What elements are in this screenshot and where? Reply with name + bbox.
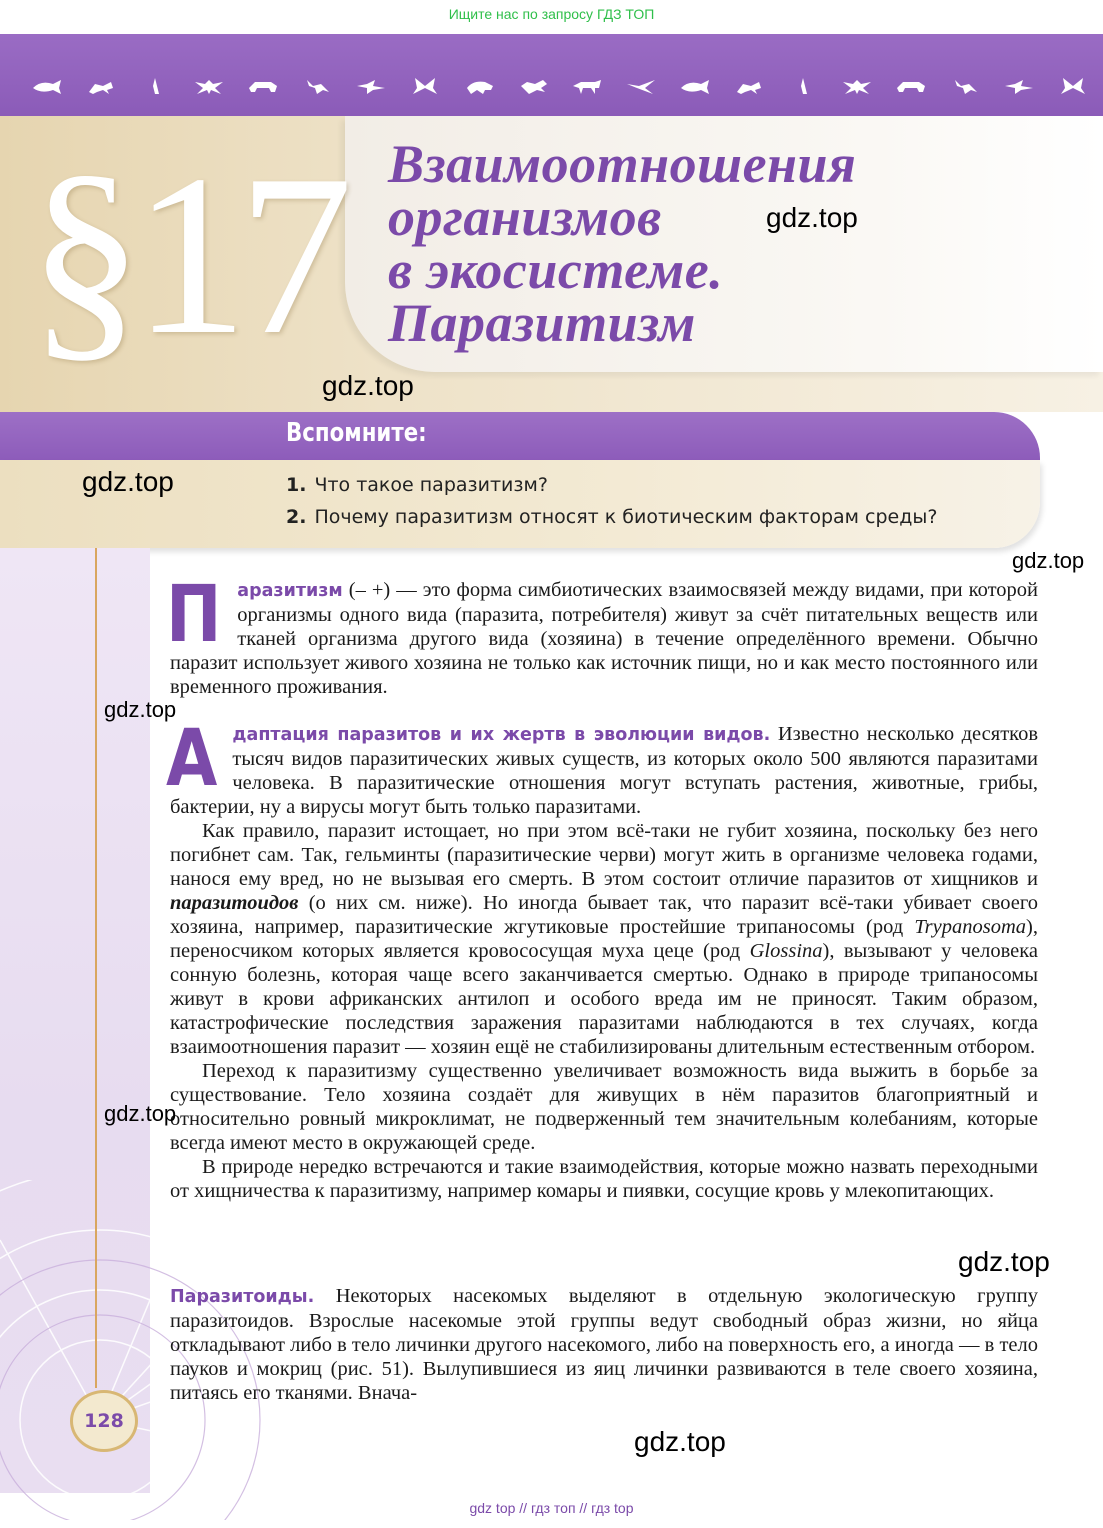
title-line-1: Взаимоотношения bbox=[388, 134, 857, 194]
paragraph-parasitoids bbox=[170, 1284, 1038, 1405]
bird-icon bbox=[354, 76, 388, 96]
text-fragment: ), переносчиком которых является кровососущая муха цеце (род bbox=[170, 916, 1038, 962]
text-fragment: (о них см. ниже). Но иногда бывает так, что паразит всё-таки убивает своего хозяина, например, паразитические жгутиковые простейшие трипаносомы (род bbox=[170, 892, 1038, 938]
paragraph-parasitism bbox=[166, 570, 1038, 699]
paragraph-adaptation bbox=[166, 714, 1038, 1203]
question-text: Почему паразитизм относят к биотическим факторам среды? bbox=[314, 506, 938, 528]
boar-icon bbox=[462, 76, 496, 96]
drop-cap: А bbox=[166, 714, 218, 804]
watermark: gdz.top bbox=[82, 466, 174, 497]
recall-header-bar bbox=[0, 412, 1040, 460]
chapter-title bbox=[388, 134, 1028, 353]
recall-question-1 bbox=[286, 474, 548, 496]
paragraph-text: Известно несколько десятков тысяч видов паразитических живых существ, из которых около 500 являются паразитами человека. В паразитические отношения могут вступать растения, животные, грибы, бактерии, ну а вирусы могут быть только паразитами. bbox=[170, 723, 1038, 818]
watermark: gdz.top bbox=[766, 202, 858, 233]
scorpion-icon bbox=[516, 76, 550, 96]
horse-icon bbox=[570, 76, 604, 96]
kangaroo-icon bbox=[300, 76, 334, 96]
term-parasitoids: паразитоидов bbox=[170, 892, 299, 914]
paragraph-text: (– +) — это форма симбиотических взаимосвязей между видами, при которой организмы одного вида (паразита, потребителя) живут за счёт питательных веществ или тканей организма другого вида (хозяина) в течение определённого времени. Обычно паразит использует живого хозяина не только как источник пищи, но и как место постоянного или временного проживания. bbox=[170, 579, 1038, 698]
insect-icon bbox=[840, 76, 874, 96]
animal-silhouette-band bbox=[0, 34, 1103, 116]
text-fragment: ), вызывают у человека сонную болезнь, которая чаще всего заканчивается смертью. Однако в природе трипаносомы живут в крови африканских антилоп и особого вреда им не приносят. Таким образом, катастрофические последствия заражения паразитами наблюдаются в тех случаях, когда взаимоотношения паразит — хозяин ещё не стабилизированы длительным естественным отбором. bbox=[170, 940, 1038, 1058]
title-line-2: организмов bbox=[388, 187, 662, 247]
watermark: gdz.top bbox=[1012, 548, 1085, 573]
question-text: Что такое паразитизм? bbox=[314, 474, 548, 496]
title-line-3: в экосистеме. bbox=[388, 240, 724, 300]
paragraph-text: Некоторых насекомых выделяют в отдельную экологическую группу паразитоидов. Взрослые насекомые этой группы ведут свободный образ жизни, но яйца откладывают либо в тело личинки другого насекомого, либо на поверхность его, а иногда — в тело пауков и мокриц (рис. 51). Вылупившиеся из яиц личинки развиваются в теле своего хозяина, питаясь его тканями. Внача- bbox=[170, 1285, 1038, 1404]
margin-line bbox=[95, 548, 97, 1388]
crane-icon bbox=[786, 76, 820, 96]
question-number: 2. bbox=[286, 506, 307, 528]
watermark: gdz.top bbox=[958, 1246, 1050, 1277]
crane-icon bbox=[138, 76, 172, 96]
butterfly-icon bbox=[408, 76, 442, 96]
genus-glossina: Glossina bbox=[749, 940, 823, 962]
bird-icon bbox=[1002, 76, 1036, 96]
question-number: 1. bbox=[286, 474, 307, 496]
frog-icon bbox=[84, 76, 118, 96]
paragraph-transition: Переход к паразитизму существенно увеличивает возможность вида выжить в борьбе за существование. Тело хозяина создаёт для живущих в нём паразитов благоприятный и относительно ровный микроклимат, не подверженный тем значительным колебаниям, которые всегда имеют место в окружающей среде. bbox=[170, 1060, 1038, 1154]
fish-icon bbox=[678, 76, 712, 96]
title-line-4: Паразитизм bbox=[388, 293, 696, 353]
watermark: gdz.top bbox=[104, 1101, 177, 1126]
genus-trypanosoma: Trypanosoma bbox=[914, 916, 1027, 938]
paragraph-transitional-interactions: В природе нередко встречаются и такие взаимодействия, которые можно назвать переходными от хищничества к паразитизму, например комары и пиявки, сосущие кровь у млекопитающих. bbox=[170, 1156, 1038, 1202]
top-search-note: Ищите нас по запросу ГДЗ ТОП bbox=[448, 6, 655, 22]
page-number: 128 bbox=[70, 1390, 138, 1452]
lead-heading: Паразитоиды. bbox=[170, 1287, 315, 1307]
lead-heading: даптация паразитов и их жертв в эволюции видов. bbox=[232, 725, 771, 745]
insect-icon bbox=[192, 76, 226, 96]
paragraph-rule bbox=[170, 819, 1038, 1059]
bottom-note: gdz top // гдз топ // гдз top bbox=[469, 1500, 634, 1516]
bison-icon bbox=[246, 76, 280, 96]
fish-icon bbox=[30, 76, 64, 96]
animal-icon-row bbox=[30, 74, 1090, 98]
watermark: gdz.top bbox=[322, 370, 414, 401]
drop-cap: П bbox=[166, 570, 222, 660]
watermark: gdz.top bbox=[104, 697, 177, 722]
recall-title: Вспомните: bbox=[286, 418, 427, 448]
paragraph-number: §17 bbox=[28, 127, 343, 382]
recall-question-2 bbox=[286, 506, 937, 528]
bison-icon bbox=[894, 76, 928, 96]
lead-term: аразитизм bbox=[237, 581, 343, 601]
watermark: gdz.top bbox=[634, 1426, 726, 1457]
butterfly-icon bbox=[1056, 76, 1090, 96]
kangaroo-icon bbox=[948, 76, 982, 96]
swallow-icon bbox=[624, 76, 658, 96]
frog-icon bbox=[732, 76, 766, 96]
text-fragment: Как правило, паразит истощает, но при этом всё-таки не губит хозяина, поскольку без него погибнет сам. Так, гельминты (паразитические черви) могут жить в организме человека годами, нанося ему вред, но не вызывая его смерть. В этом состоит отличие паразитов от хищников и bbox=[170, 820, 1038, 890]
